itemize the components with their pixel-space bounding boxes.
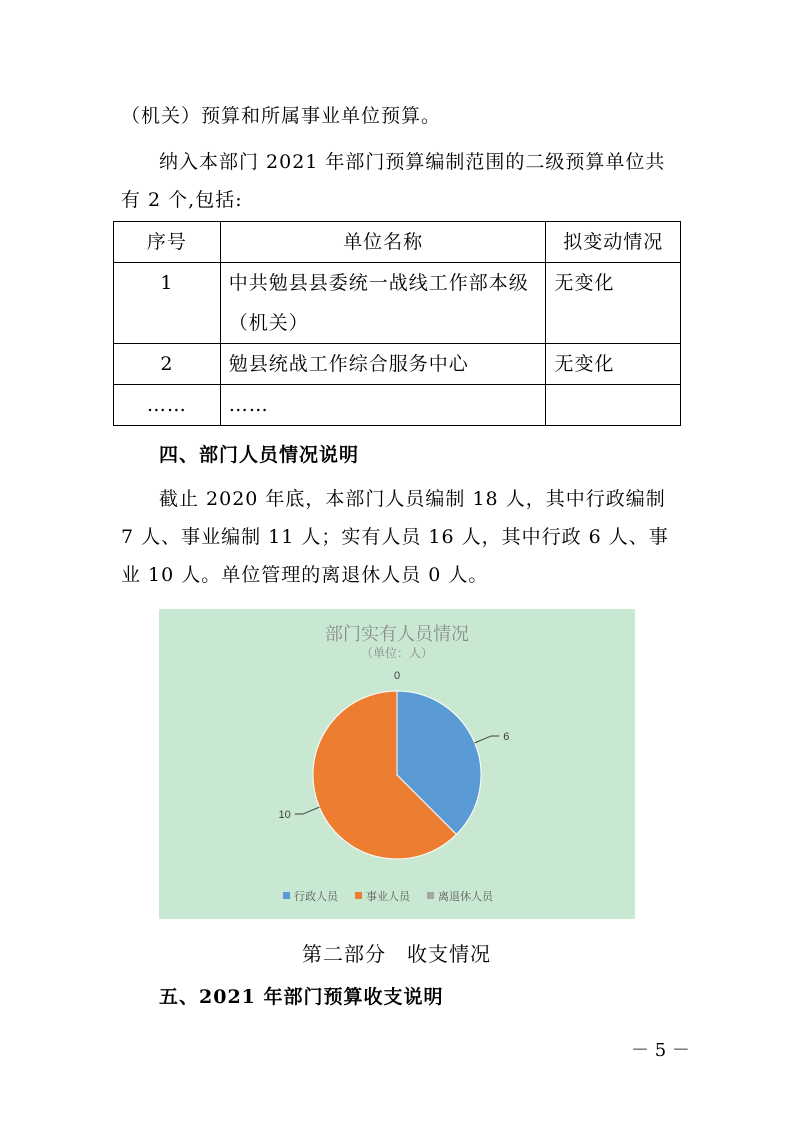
chart-subtitle: （单位：人）: [360, 646, 434, 660]
header-unit-name: 单位名称: [220, 222, 546, 263]
pie-chart-svg: [159, 609, 635, 919]
data-label: 0: [393, 670, 401, 682]
legend-swatch: [283, 892, 290, 899]
legend-label: 离退休人员: [438, 891, 493, 903]
text-line-1: （机关）预算和所属事业单位预算。: [121, 105, 442, 127]
cell-change: [546, 385, 681, 426]
legend-swatch: [355, 892, 362, 899]
cell-index: 2: [114, 344, 221, 385]
part-two-title: 第二部分 收支情况: [302, 942, 491, 966]
data-label: 6: [503, 730, 510, 743]
staff-pie-chart: [159, 609, 635, 919]
section-heading-5: 五、2021 年部门预算收支说明: [159, 986, 444, 1008]
cell-unit-name: ……: [220, 385, 546, 426]
section-heading-4: 四、部门人员情况说明: [159, 444, 360, 466]
header-index: 序号: [114, 222, 221, 263]
paragraph-staffing: 截止 2020 年底，本部门人员编制 18 人，其中行政编制 7 人、事业编制 11 人；实有人员 16 人，其中行政 6 人、事业 10 人。单位管理的离退休人员 0 人。: [121, 488, 669, 586]
units-table: [113, 221, 681, 426]
page-number: － 5 －: [631, 1040, 690, 1061]
cell-index: ……: [114, 385, 221, 426]
cell-index: 1: [114, 263, 221, 344]
header-change: 拟变动情况: [546, 222, 681, 263]
legend-label: 行政人员: [294, 891, 338, 903]
table-header-row: [114, 222, 681, 263]
cell-change: 无变化: [546, 263, 681, 344]
leader-line: [475, 736, 500, 743]
paragraph-scope: 纳入本部门 2021 年部门预算编制范围的二级预算单位共有 2 个,包括:: [121, 151, 666, 211]
cell-change: 无变化: [546, 344, 681, 385]
table-row: [114, 385, 681, 426]
table-row: [114, 263, 681, 344]
chart-title: 部门实有人员情况: [325, 624, 469, 644]
data-label: 10: [278, 809, 291, 822]
legend-swatch: [427, 892, 434, 899]
cell-unit-name: 勉县统战工作综合服务中心: [220, 344, 546, 385]
table-row: [114, 344, 681, 385]
leader-line: [295, 807, 320, 814]
legend-label: 事业人员: [366, 891, 410, 903]
cell-unit-name: 中共勉县县委统一战线工作部本级（机关）: [220, 263, 546, 344]
